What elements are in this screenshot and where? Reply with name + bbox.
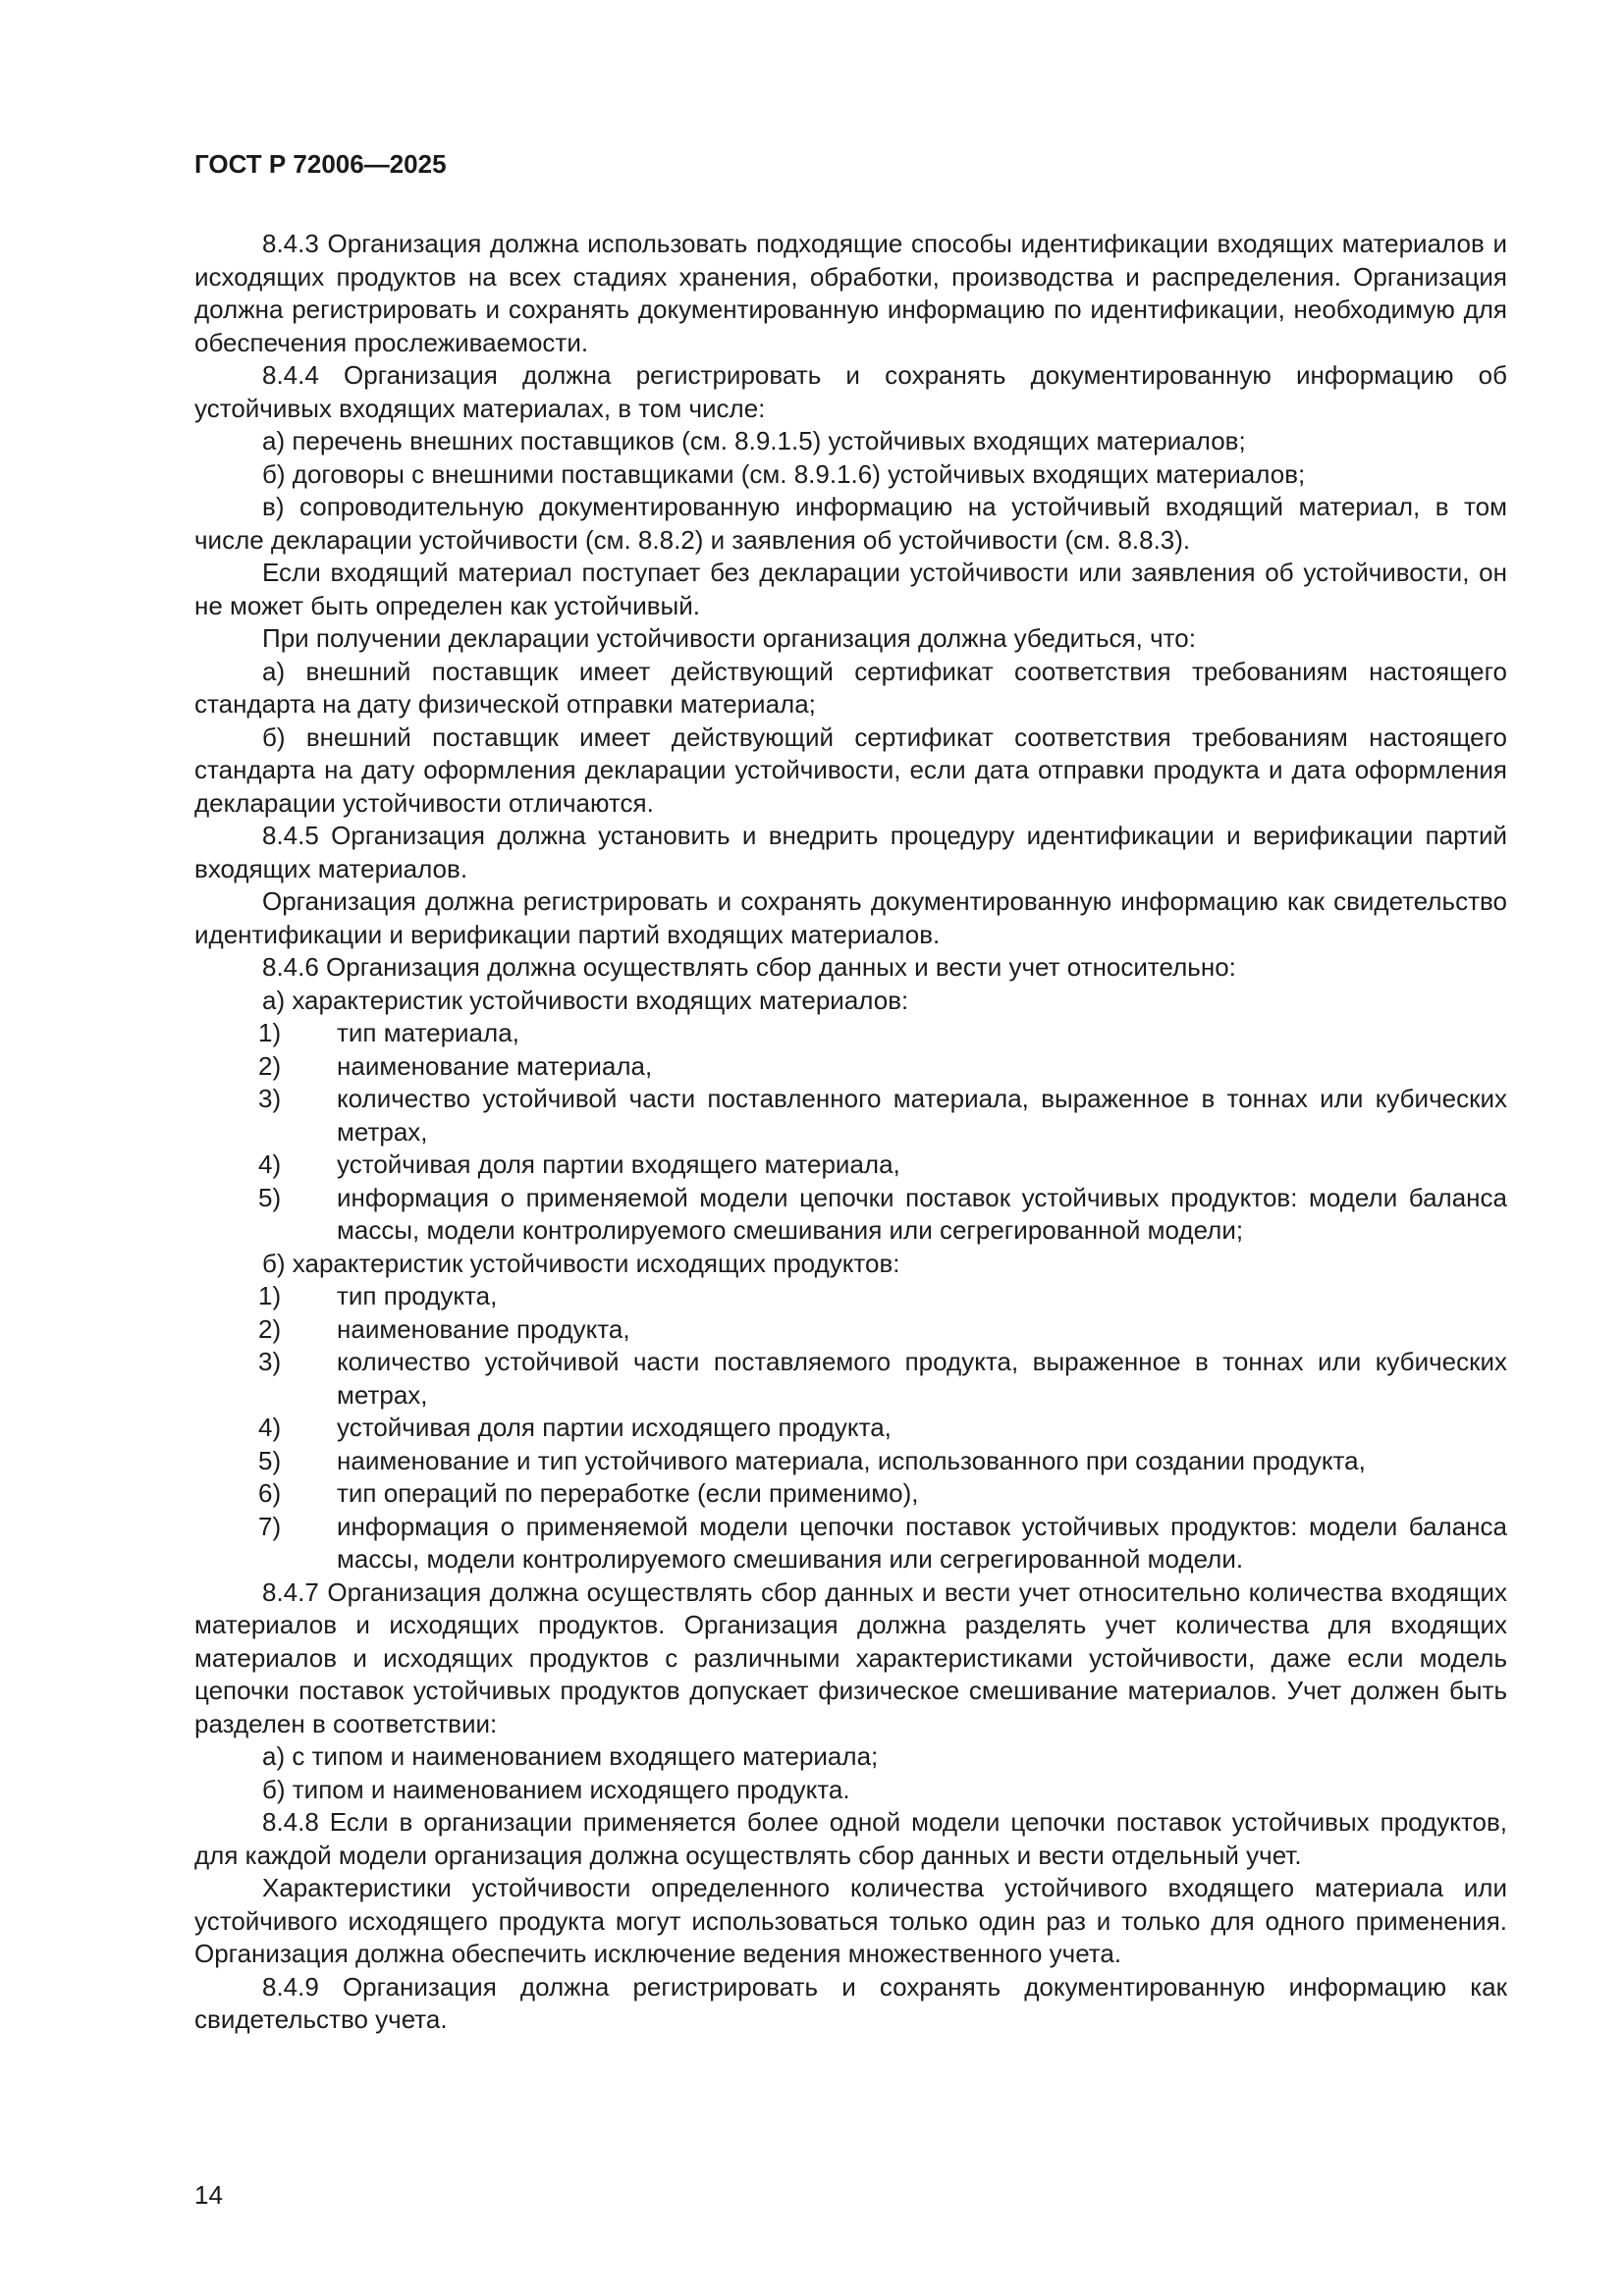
sub-list-text: наименование материала, bbox=[337, 1050, 653, 1081]
sub-list-text: количество устойчивой части поставленного материала, выраженное в тоннах или кубических метрах, bbox=[337, 1084, 1507, 1147]
paragraph: 8.4.5 Организация должна установить и внедрить процедуру идентификации и верификации партий входящих материалов. bbox=[194, 821, 1507, 883]
sub-list-text: тип операций по переработке (если применимо), bbox=[337, 1478, 919, 1508]
sub-list-text: информация о применяемой модели цепочки поставок устойчивых продуктов: модели баланса массы, модели контролируемого смешивания или сегрегированной модели. bbox=[337, 1511, 1507, 1574]
page-number: 14 bbox=[194, 2180, 223, 2210]
paragraph: 8.4.6 Организация должна осуществлять сбор данных и вести учет относительно: bbox=[262, 952, 1236, 982]
sub-list-number: 2) bbox=[258, 1313, 282, 1344]
paragraph: Организация должна регистрировать и сохранять документированную информацию как свидетельство идентификации и верификации партий входящих материалов. bbox=[194, 886, 1507, 949]
paragraph: 8.4.3 Организация должна использовать подходящие способы идентификации входящих материалов и исходящих продуктов на всех стадиях хранения, обработки, производства и распределения. Организация должна регистрировать и сохранять документированную информацию по идентификации, необходимую для обеспечения прослеживаемости. bbox=[194, 229, 1507, 357]
sub-list-text: информация о применяемой модели цепочки поставок устойчивых продуктов: модели баланса массы, модели контролируемого смешивания или сегрегированной модели; bbox=[337, 1182, 1507, 1245]
sub-list-item bbox=[194, 1477, 1507, 1511]
sub-list-item bbox=[194, 1346, 1507, 1412]
sub-list-number: 3) bbox=[258, 1084, 282, 1113]
paragraph: Если входящий материал поступает без декларации устойчивости или заявления об устойчивости, он не может быть определен как устойчивый. bbox=[194, 558, 1507, 620]
sub-list-number: 6) bbox=[258, 1478, 282, 1508]
paragraph: Характеристики устойчивости определенного количества устойчивого входящего материала или устойчивого исходящего продукта могут использоваться только один раз и только для одного применения. Организация должна обеспечить исключение ведения множественного учета. bbox=[194, 1873, 1507, 1968]
sub-list-number: 3) bbox=[258, 1347, 282, 1376]
sub-list-number: 4) bbox=[258, 1149, 282, 1179]
sub-list-number: 1) bbox=[258, 1281, 282, 1310]
sub-list-text: тип продукта, bbox=[337, 1281, 498, 1310]
list-item: а) внешний поставщик имеет действующий сертификат соответствия требованиям настоящего стандарта на дату физической отправки материала; bbox=[194, 656, 1507, 719]
sub-list-text: тип материала, bbox=[337, 1018, 519, 1047]
sub-list-text: наименование продукта, bbox=[337, 1313, 630, 1344]
sub-list-item bbox=[194, 1445, 1507, 1478]
sub-list-number: 5) bbox=[258, 1445, 282, 1475]
paragraph: 8.4.9 Организация должна регистрировать и сохранять документированную информацию как свидетельство учета. bbox=[194, 1971, 1507, 2034]
list-item: б) договоры с внешними поставщиками (см. 8.9.1.6) устойчивых входящих материалов; bbox=[262, 458, 1306, 489]
list-item: б) характеристик устойчивости исходящих продуктов: bbox=[262, 1248, 900, 1278]
sub-list-item bbox=[194, 1280, 1507, 1313]
sub-list-number: 1) bbox=[258, 1018, 282, 1047]
sub-list-number: 4) bbox=[258, 1413, 282, 1442]
paragraph: При получении декларации устойчивости организация должна убедиться, что: bbox=[262, 623, 1196, 653]
list-item: а) характеристик устойчивости входящих материалов: bbox=[262, 985, 909, 1015]
list-item: а) перечень внешних поставщиков (см. 8.9.1.5) устойчивых входящих материалов; bbox=[262, 426, 1246, 455]
sub-list-text: количество устойчивой части поставляемого продукта, выраженное в тоннах или кубических метрах, bbox=[337, 1347, 1507, 1410]
document-body bbox=[194, 228, 1507, 2037]
sub-list-item bbox=[194, 1083, 1507, 1148]
sub-list-item bbox=[194, 1182, 1507, 1248]
sub-list-item bbox=[194, 1050, 1507, 1084]
sub-list-item bbox=[194, 1511, 1507, 1576]
sub-list-number: 5) bbox=[258, 1182, 282, 1212]
sub-list-text: устойчивая доля партии исходящего продукта, bbox=[337, 1413, 892, 1442]
list-item: б) внешний поставщик имеет действующий сертификат соответствия требованиям настоящего стандарта на дату оформления декларации устойчивости, если дата отправки продукта и дата оформления декларации устойчивости отличаются. bbox=[194, 721, 1507, 818]
paragraph: 8.4.8 Если в организации применяется более одной модели цепочки поставок устойчивых продуктов, для каждой модели организация должна осуществлять сбор данных и вести отдельный учет. bbox=[194, 1807, 1507, 1870]
list-item: б) типом и наименованием исходящего продукта. bbox=[262, 1774, 850, 1804]
sub-list-number: 2) bbox=[258, 1050, 282, 1081]
paragraph: 8.4.7 Организация должна осуществлять сбор данных и вести учет относительно количества входящих материалов и исходящих продуктов. Организация должна разделять учет количества для входящих материалов и исходящих продуктов с различными характеристиками устойчивости, даже если модель цепочки поставок устойчивых продуктов допускает физическое смешивание материалов. Учет должен быть разделен в соответствии: bbox=[194, 1576, 1507, 1738]
standard-header: ГОСТ Р 72006—2025 bbox=[194, 149, 447, 179]
paragraph: 8.4.4 Организация должна регистрировать и сохранять документированную информацию об устойчивых входящих материалах, в том числе: bbox=[194, 360, 1507, 423]
sub-list-text: наименование и тип устойчивого материала, использованного при создании продукта, bbox=[337, 1445, 1366, 1475]
sub-list-text: устойчивая доля партии входящего материала, bbox=[337, 1149, 900, 1179]
sub-list-item bbox=[194, 1313, 1507, 1347]
sub-list-item bbox=[194, 1148, 1507, 1182]
sub-list-item bbox=[194, 1412, 1507, 1445]
sub-list-number: 7) bbox=[258, 1511, 282, 1541]
sub-list-item bbox=[194, 1017, 1507, 1050]
list-item: в) сопроводительную документированную информацию на устойчивый входящий материал, в том числе декларации устойчивости (см. 8.8.2) и заявления об устойчивости (см. 8.8.3). bbox=[194, 492, 1507, 555]
list-item: а) с типом и наименованием входящего материала; bbox=[262, 1741, 879, 1771]
